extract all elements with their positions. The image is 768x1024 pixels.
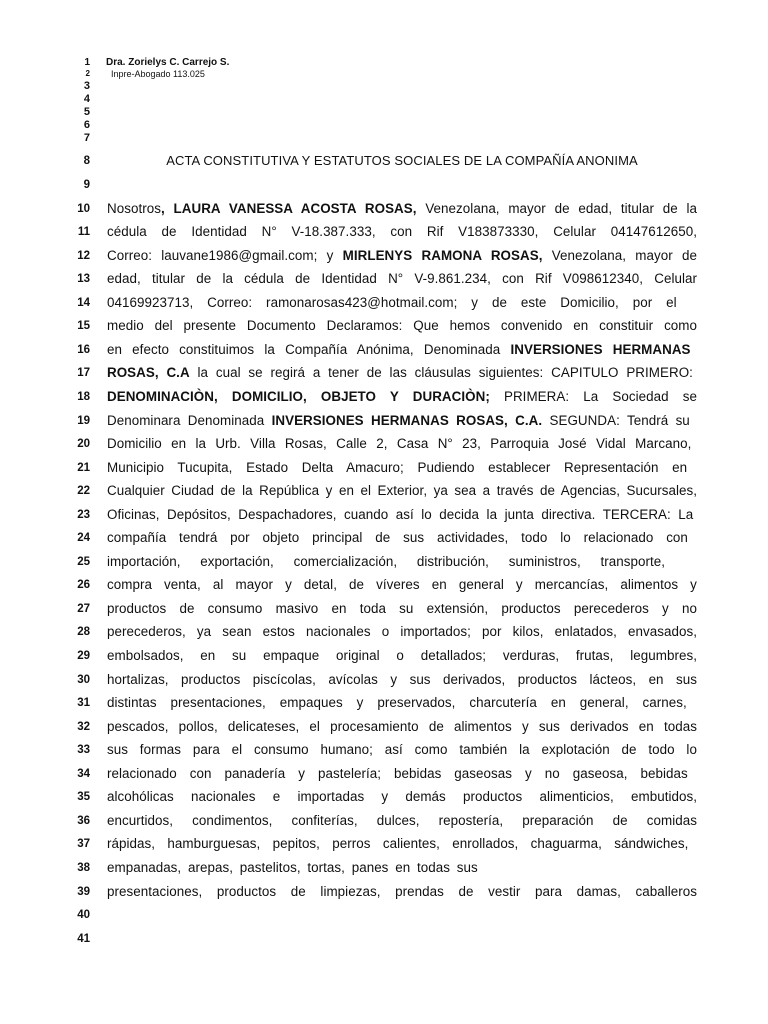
text-line bbox=[0, 340, 768, 360]
line-text bbox=[107, 293, 677, 313]
line-text bbox=[107, 858, 478, 878]
text-line bbox=[0, 740, 768, 760]
text-run: relacionado con panadería y pastelería; bebidas gaseosas y no gaseosa, bebidas bbox=[107, 766, 688, 781]
text-run: 04169923713, Correo: ramonarosas423@hotmail.com; y de este Domicilio, por el bbox=[107, 295, 677, 310]
line-text bbox=[107, 740, 697, 760]
line-number: 37 bbox=[77, 838, 90, 850]
line-number: 35 bbox=[77, 791, 90, 803]
text-run: en efecto constituimos la Compañía Anónima, Denominada bbox=[107, 342, 511, 357]
bold-text: MIRLENYS RAMONA ROSAS, bbox=[342, 248, 543, 263]
line-number: 27 bbox=[77, 603, 90, 615]
text-run: Nosotros bbox=[107, 201, 161, 216]
text-line bbox=[0, 505, 768, 525]
text-run: PRIMERA: La Sociedad se bbox=[489, 389, 697, 404]
line-text bbox=[107, 340, 691, 360]
text-line bbox=[0, 811, 768, 831]
line-text bbox=[107, 670, 697, 690]
text-line bbox=[0, 787, 768, 807]
line-number: 12 bbox=[77, 250, 90, 262]
line-text bbox=[107, 528, 688, 548]
line-text bbox=[107, 222, 697, 242]
text-run: Venezolana, mayor de bbox=[542, 248, 697, 263]
empty-line bbox=[0, 905, 768, 925]
line-number: 17 bbox=[77, 367, 90, 379]
line-number: 28 bbox=[77, 626, 90, 638]
line-text bbox=[107, 599, 697, 619]
line-number: 34 bbox=[77, 768, 90, 780]
line-text bbox=[107, 834, 688, 854]
text-run: Municipio Tucupita, Estado Delta Amacuro; Pudiendo establecer Representación en bbox=[107, 460, 688, 475]
bold-text: INVERSIONES HERMANAS ROSAS, C.A. bbox=[271, 413, 543, 428]
text-run: SEGUNDA: Tendrá su bbox=[542, 413, 690, 428]
text-run: cédula de Identidad N° V-18.387.333, con Rif V183873330, Celular 04147612650, bbox=[107, 224, 697, 239]
line-number: 38 bbox=[77, 862, 90, 874]
line-number: 14 bbox=[77, 297, 90, 309]
text-run: distintas presentaciones, empaques y preservados, charcutería en general, carnes, bbox=[107, 695, 687, 710]
text-run: sus formas para el consumo humano; así como también la explotación de todo lo bbox=[107, 742, 697, 757]
text-line bbox=[0, 882, 768, 902]
header-line-2 bbox=[0, 68, 768, 80]
line-text bbox=[107, 411, 690, 431]
title-line bbox=[0, 151, 768, 171]
text-line bbox=[0, 246, 768, 266]
line-number: 33 bbox=[77, 744, 90, 756]
line-number: 41 bbox=[77, 933, 90, 945]
text-line bbox=[0, 293, 768, 313]
empty-line bbox=[0, 93, 768, 105]
text-run: alcohólicas nacionales e importadas y demás productos alimenticios, embutidos, bbox=[107, 789, 698, 804]
text-run: productos de consumo masivo en toda su extensión, productos perecederos y no bbox=[107, 601, 697, 616]
line-number: 20 bbox=[77, 438, 90, 450]
text-run: edad, titular de la cédula de Identidad N° V-9.861.234, con Rif V098612340, Celular bbox=[107, 271, 697, 286]
line-number: 6 bbox=[83, 119, 90, 131]
line-number: 32 bbox=[77, 721, 90, 733]
text-run: la cual se regirá a tener de las cláusulas siguientes: CAPITULO PRIMERO: bbox=[189, 365, 693, 380]
text-line bbox=[0, 434, 768, 454]
line-number: 26 bbox=[77, 579, 90, 591]
text-run: hortalizas, productos piscícolas, avícolas y sus derivados, productos lácteos, en sus bbox=[107, 672, 698, 687]
line-number: 18 bbox=[77, 391, 90, 403]
text-line bbox=[0, 316, 768, 336]
line-number: 30 bbox=[77, 674, 90, 686]
text-run: compañía tendrá por objeto principal de sus actividades, todo lo relacionado con bbox=[107, 530, 688, 545]
text-line bbox=[0, 622, 768, 642]
line-text bbox=[107, 575, 697, 595]
text-line bbox=[0, 764, 768, 784]
bold-text: DENOMINACIÒN, DOMICILIO, OBJETO Y DURACIÒN; bbox=[107, 389, 490, 404]
text-line bbox=[0, 458, 768, 478]
line-number: 3 bbox=[83, 80, 90, 92]
line-text bbox=[107, 199, 697, 219]
text-run: empanadas, arepas, pastelitos, tortas, panes en todas sus bbox=[107, 860, 478, 875]
text-line bbox=[0, 481, 768, 501]
text-line bbox=[0, 199, 768, 219]
line-text bbox=[107, 269, 697, 289]
line-number: 2 bbox=[85, 69, 90, 78]
line-text bbox=[107, 316, 697, 336]
line-text bbox=[107, 246, 697, 266]
line-number: 40 bbox=[77, 909, 90, 921]
text-run: encurtidos, condimentos, confiterías, dulces, repostería, preparación de comidas bbox=[107, 813, 697, 828]
text-run: Cualquier Ciudad de la República y en el Exterior, ya sea a través de Agencias, Sucursales, bbox=[107, 483, 698, 498]
text-line bbox=[0, 552, 768, 572]
line-text bbox=[107, 434, 691, 454]
line-number: 10 bbox=[77, 203, 90, 215]
empty-line bbox=[0, 132, 768, 144]
line-text bbox=[107, 363, 693, 383]
text-run: medio del presente Documento Declaramos: Que hemos convenido en constituir como bbox=[107, 318, 698, 333]
text-line bbox=[0, 411, 768, 431]
line-number: 4 bbox=[83, 93, 90, 105]
line-text bbox=[107, 882, 697, 902]
line-number: 22 bbox=[77, 485, 90, 497]
text-run: Correo: lauvane1986@gmail.com; y bbox=[107, 248, 343, 263]
line-number: 1 bbox=[84, 57, 90, 68]
text-line bbox=[0, 858, 768, 878]
text-run: importación, exportación, comercialización, distribución, suministros, transporte, bbox=[107, 554, 666, 569]
text-run: Domicilio en la Urb. Villa Rosas, Calle 2, Casa N° 23, Parroquia José Vidal Marcano, bbox=[107, 436, 692, 451]
line-number: 29 bbox=[77, 650, 90, 662]
line-number: 8 bbox=[83, 155, 90, 167]
line-text bbox=[107, 552, 665, 572]
empty-line bbox=[0, 106, 768, 118]
empty-line bbox=[0, 175, 768, 195]
text-run: pescados, pollos, delicateses, el procesamiento de alimentos y sus derivados en todas bbox=[107, 719, 697, 734]
line-number: 11 bbox=[77, 226, 90, 238]
text-run: rápidas, hamburguesas, pepitos, perros calientes, enrollados, chaguarma, sándwiches, bbox=[107, 836, 689, 851]
line-number: 23 bbox=[77, 509, 90, 521]
line-text bbox=[107, 387, 697, 407]
text-line bbox=[0, 670, 768, 690]
line-number: 7 bbox=[83, 132, 90, 144]
line-text bbox=[107, 458, 687, 478]
line-text bbox=[107, 811, 697, 831]
line-text bbox=[107, 646, 697, 666]
line-text bbox=[107, 481, 697, 501]
line-text bbox=[107, 505, 693, 525]
bold-text: INVERSIONES HERMANAS bbox=[510, 342, 691, 357]
text-line bbox=[0, 717, 768, 737]
text-line bbox=[0, 528, 768, 548]
line-text bbox=[107, 622, 697, 642]
line-text bbox=[107, 787, 697, 807]
text-run: embolsados, en su empaque original o detallados; verduras, frutas, legumbres, bbox=[107, 648, 697, 663]
line-number: 16 bbox=[77, 344, 90, 356]
bold-text: ROSAS, C.A bbox=[107, 365, 190, 380]
line-number: 5 bbox=[83, 106, 90, 118]
line-number: 24 bbox=[77, 532, 90, 544]
text-run: Venezolana, mayor de edad, titular de la bbox=[416, 201, 698, 216]
text-line bbox=[0, 646, 768, 666]
line-number: 9 bbox=[83, 179, 90, 191]
text-run: Denominara Denominada bbox=[107, 413, 272, 428]
line-number: 21 bbox=[77, 462, 90, 474]
text-line bbox=[0, 693, 768, 713]
line-number: 31 bbox=[77, 697, 90, 709]
line-number: 25 bbox=[77, 556, 90, 568]
text-run: presentaciones, productos de limpiezas, prendas de vestir para damas, caballeros bbox=[107, 884, 698, 899]
line-text bbox=[107, 717, 697, 737]
line-number: 36 bbox=[77, 815, 90, 827]
text-run: perecederos, ya sean estos nacionales o importados; por kilos, enlatados, envasados, bbox=[107, 624, 698, 639]
line-text bbox=[107, 693, 687, 713]
line-number: 39 bbox=[77, 886, 90, 898]
text-line bbox=[0, 222, 768, 242]
text-line bbox=[0, 387, 768, 407]
text-line bbox=[0, 599, 768, 619]
bold-text: , LAURA VANESSA ACOSTA ROSAS, bbox=[160, 201, 417, 216]
document-title: ACTA CONSTITUTIVA Y ESTATUTOS SOCIALES DE LA COMPAÑÍA ANONIMA bbox=[166, 153, 638, 168]
empty-line bbox=[0, 929, 768, 949]
author-name: Dra. Zorielys C. Carrejo S. bbox=[106, 57, 230, 68]
line-text bbox=[107, 764, 688, 784]
line-number: 15 bbox=[77, 320, 90, 332]
empty-line bbox=[0, 80, 768, 92]
text-line bbox=[0, 363, 768, 383]
text-run: Oficinas, Depósitos, Despachadores, cuando así lo decida la junta directiva. TERCERA: La bbox=[107, 507, 694, 522]
text-line bbox=[0, 834, 768, 854]
text-run: compra venta, al mayor y detal, de víveres en general y mercancías, alimentos y bbox=[107, 577, 697, 592]
line-number: 19 bbox=[77, 415, 90, 427]
text-line bbox=[0, 269, 768, 289]
text-line bbox=[0, 575, 768, 595]
line-number: 13 bbox=[77, 273, 90, 285]
inpre-number: Inpre-Abogado 113.025 bbox=[111, 69, 205, 79]
empty-line bbox=[0, 119, 768, 131]
